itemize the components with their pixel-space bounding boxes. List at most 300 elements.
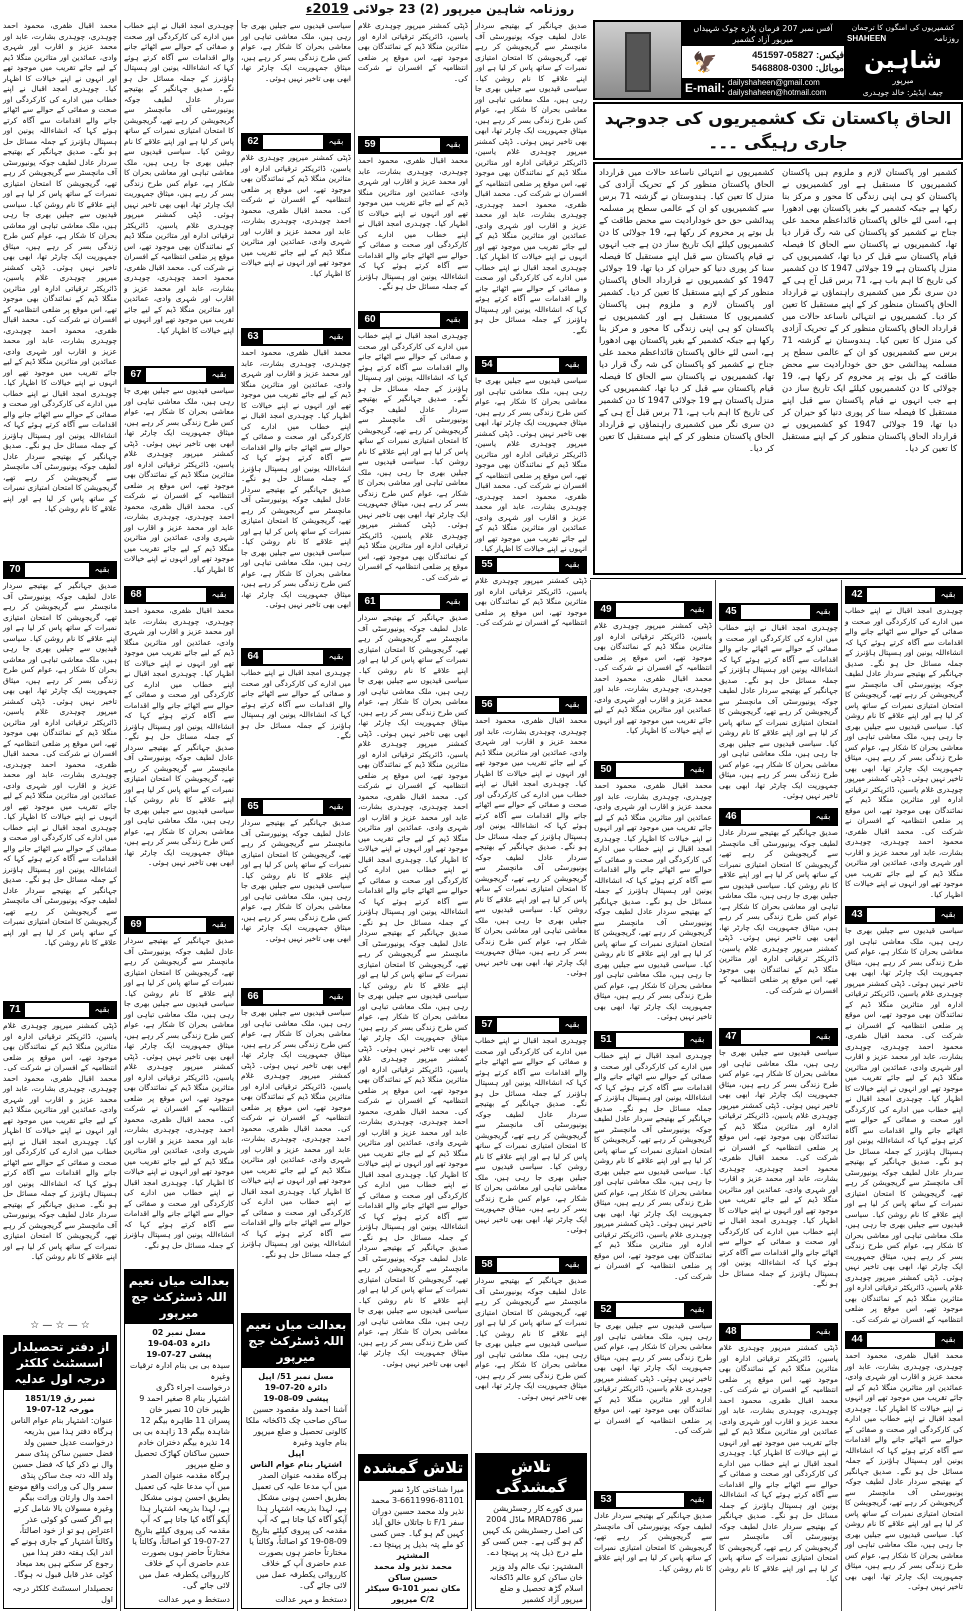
badge-label: بقیہ [211,920,227,930]
badge-label: بقیہ [689,605,705,615]
badge-label: بقیہ [211,590,227,600]
badge-number: 46 [725,811,737,822]
logo-city: میرپور [892,75,914,85]
paragraph: محمد اقبال ظفری، محمود احمد چوہدری، چوہدری بشارت، عابد اور محمد عزیز و اقارب اور شہری وادی، عمائدین اور متاثرین منگلا ڈیم کے لیے جائے تقریب میں موجود تھے اور انہوں نے اپنے خیالات کا اظہار کیا۔ [241,1123,351,1196]
paragraph: ڈپٹی کمشنر میرپور چوہدری غلام یاسین، ڈائریکٹر ترقیاتی ادارہ اور متاثرین منگلا ڈیم کے نمائندگان بھی موجود تھے، اس موقع پر ضلعی انتظامیہ کے افسران نے شرکت کی۔ [845,1272,963,1324]
article-text [716,1342,841,1611]
court-city: میرپور [276,1350,316,1364]
article-text [591,580,715,600]
paragraph: صدیق جہانگیر کے بھتیجے سردار عادل لطیف جوکہ یونیورسٹی آف مانچسٹر سے گریجویشن کر رہے تھے، گریجویشن کا امتحان امتیازی نمبرات کے ساتھ پاس کر لیا ہے اور اپنے علاقے کا نام روشن کیا۔ [3,875,117,947]
paragraph: صدیق جہانگیر کے بھتیجے سردار عادل لطیف جوکہ یونیورسٹی آف مانچسٹر سے گریجویشن کر رہے تھے، گریجویشن کا امتحان امتیازی نمبرات کے ساتھ پاس کر لیا ہے اور اپنے علاقے کا نام روشن کیا۔ [594,896,712,969]
paragraph: ڈپٹی کمشنر میرپور چوہدری غلام یاسین، ڈائریکٹر ترقیاتی ادارہ اور متاثرین منگلا ڈیم کے نمائندگان بھی موجود تھے، اس موقع پر ضلعی انتظامیہ کے افسران نے شرکت کی۔ [475,136,588,198]
continuation-badge [241,988,351,1006]
paragraph: سیاسی قیدیوں سے جیلیں بھری جا رہی ہیں، ملک معاشی تباہی اور معاشی بحران کا شکار ہے، عوام کس طرح زندگی بسر کر رہے ہیں، میثاق جمہوریت ایک چارٹر تھا، ابھی بھی تاخیر نہیں ہوئی۔ [358,991,468,1053]
court-notice-c [241,1313,351,1609]
fax-number: فیکس: 05827-451597 [752,50,844,61]
paragraph: چوہدری امجد اقبال نے اپنے خطاب میں ادارے کی کارکردگی اور صحت و صفائی کے حوالے سے اٹھائے جانے والے اقدامات سے آگاہ کرتے ہوئے کہا کہ انشاءاللہ یونین اور ہسپتال ہاؤنرز کے جملہ مسائل حل ہو نگے۔ [358,219,468,291]
paragraph: چوہدری امجد اقبال نے اپنے خطاب میں ادارے کی کارکردگی اور صحت و صفائی کے حوالے سے اٹھائے جانے والے اقدامات سے آگاہ کرتے ہوئے کہا کہ انشاءاللہ یونین اور ہسپتال ہاؤنرز کے جملہ مسائل حل ہو نگے۔ [3,1136,117,1209]
continuation-badge [358,311,468,329]
badge-number: 58 [481,1259,493,1270]
continuation-badge [241,133,351,151]
badge-number: 49 [600,604,612,615]
badge-label: بقیہ [689,1035,705,1045]
badge-blank [616,1033,684,1047]
paragraph: ڈپٹی کمشنر میرپور چوہدری غلام یاسین، ڈائریکٹر ترقیاتی ادارہ اور متاثرین منگلا ڈیم کے نمائندگان بھی موجود تھے، اس موقع پر ضلعی انتظامیہ کے افسران نے شرکت کی۔ [124,438,234,511]
badge-label: بقیہ [564,1020,580,1030]
ad-body: میری کورے کار رجسٹریشن نمبر MRAD786 ماڈل 2004 کی اصل رجسٹریشن بک کہیں گم ہو گئی ہے۔ جس کسی کو ملے درج ذیل پتہ پر پہنچا دے۔ [482,1504,583,1557]
badge-label: بقیہ [564,360,580,370]
article-text [355,330,471,592]
continuation-badge [241,798,351,816]
paragraph: چوہدری امجد اقبال نے اپنے خطاب میں ادارے کی کارکردگی اور صحت و صفائی کے حوالے سے اٹھائے جانے والے اقدامات سے آگاہ کرتے ہوئے کہا کہ انشاءاللہ یونین اور ہسپتال ہاؤنرز کے جملہ مسائل حل ہو نگے۔ [241,411,351,483]
court-signature: دستخط و مہر عدالت [275,1595,347,1604]
paragraph: ڈپٹی کمشنر میرپور چوہدری غلام یاسین، ڈائریکٹر ترقیاتی ادارہ اور متاثرین منگلا ڈیم کے نمائندگان بھی موجود تھے، اس موقع پر ضلعی انتظامیہ کے افسران نے شرکت کی۔ [124,210,234,272]
continuation-badge [845,1331,963,1349]
email-label: E-mail: [685,81,726,95]
paragraph: ڈپٹی کمشنر میرپور چوہدری غلام یاسین، ڈائریکٹر ترقیاتی ادارہ اور متاثرین منگلا ڈیم کے نمائندگان بھی موجود تھے، اس موقع پر ضلعی انتظامیہ کے افسران نے شرکت کی۔ [3,262,117,324]
article-text [238,20,354,132]
article-text [842,580,966,585]
paragraph: سیاسی قیدیوں سے جیلیں بھری جا رہی ہیں، ملک معاشی تباہی اور معاشی بحران کا شکار ہے، عوام کس طرح زندگی بسر کر رہے ہیں، میثاق جمہوریت ایک چارٹر تھا، ابھی بھی تاخیر نہیں ہوئی۔ [475,84,588,146]
continuation-badge [124,916,234,934]
continuation-badge [594,1301,712,1319]
article-text [716,622,841,807]
paragraph: محمد اقبال ظفری، محمود احمد چوہدری، چوہدری بشارت، عابد اور محمد عزیز و اقارب اور شہری وادی، عمائدین اور متاثرین منگلا ڈیم کے لیے جائے تقریب میں موجود تھے اور انہوں نے اپنے خیالات کا اظہار کیا۔ [124,606,235,678]
paragraph: سیاسی قیدیوں سے جیلیں بھری جا رہی ہیں، ملک معاشی تباہی اور معاشی بحران کا شکار ہے، عوام کس طرح زندگی بسر کر رہے ہیں، میثاق جمہوریت ایک چارٹر تھا، ابھی بھی تاخیر نہیں ہوئی۔ [124,805,234,867]
eagle-icon: 🦅 [692,50,718,74]
case-type: درخواست اجراء ڈگری [156,1383,230,1392]
paragraph: چوہدری امجد اقبال نے اپنے خطاب میں ادارے کی کارکردگی اور صحت و صفائی کے حوالے سے اٹھائے جانے والے اقدامات سے آگاہ کرتے ہوئے کہا کہ انشاءاللہ یونین اور ہسپتال ہاؤنرز کے جملہ مسائل حل ہو نگے۔ [594,1051,712,1113]
paragraph: صدیق جہانگیر کے بھتیجے سردار عادل لطیف جوکہ یونیورسٹی آف مانچسٹر سے گریجویشن کر رہے تھے، گریجویشن کا امتحان امتیازی نمبرات کے ساتھ پاس کر لیا ہے اور اپنے علاقے کا نام روشن کیا۔ [241,484,351,546]
paragraph: محمد اقبال ظفری، محمود احمد چوہدری، چوہدری بشارت، عابد اور محمد عزیز و اقارب اور شہری وادی، عمائدین اور متاثرین منگلا ڈیم کے لیے جائے تقریب میں موجود تھے اور انہوں نے اپنے خیالات کا اظہار کیا۔ [845,1031,963,1103]
paragraph: سیاسی قیدیوں سے جیلیں بھری جا رہی ہیں، ملک معاشی تباہی اور معاشی بحران کا شکار ہے، عوام کس طرح زندگی بسر کر رہے ہیں، میثاق جمہوریت ایک چارٹر تھا، ابھی بھی تاخیر نہیں ہوئی۔ [241,21,351,83]
article-text [716,580,841,602]
badge-number: 65 [247,801,259,812]
badge-blank [616,1493,684,1507]
paragraph: چوہدری امجد اقبال نے اپنے خطاب میں ادارے کی کارکردگی اور صحت و صفائی کے حوالے سے اٹھائے جانے والے اقدامات سے آگاہ کرتے ہوئے کہا کہ انشاءاللہ یونین اور ہسپتال ہاؤنرز کے جملہ مسائل حل ہو نگے۔ [124,669,234,741]
continuation-badge [3,1001,117,1019]
badge-label: بقیہ [445,597,461,607]
badge-blank [146,918,206,932]
paragraph: چوہدری امجد اقبال نے اپنے خطاب میں ادارے کی کارکردگی اور صحت و صفائی کے حوالے سے اٹھائے جانے والے اقدامات سے آگاہ کرتے ہوئے کہا کہ انشاءاللہ یونین اور ہسپتال ہاؤنرز کے جملہ مسائل حل ہو نگے۔ [241,668,351,740]
paragraph: صدیق جہانگیر کے بھتیجے سردار عادل لطیف جوکہ یونیورسٹی آف مانچسٹر سے گریجویشن کر رہے تھے، گریجویشن کا امتحان امتیازی نمبرات کے ساتھ پاس کر لیا ہے اور اپنے علاقے کا نام روشن کیا۔ [3,1199,117,1261]
paragraph: صدیق جہانگیر کے بھتیجے سردار عادل لطیف جوکہ یونیورسٹی آف مانچسٹر سے گریجویشن کر رہے تھے، گریجویشن کا امتحان امتیازی نمبرات کے ساتھ پاس کر لیا ہے اور اپنے علاقے کا نام روشن کیا۔ [845,1157,963,1219]
paragraph: چوہدری امجد اقبال نے اپنے خطاب میں ادارے کی کارکردگی اور صحت و صفائی کے حوالے سے اٹھائے جانے والے اقدامات سے آگاہ کرتے ہوئے کہا کہ انشاءاللہ یونین اور ہسپتال ہاؤنرز کے جملہ مسائل حل ہو نگے۔ [124,21,234,93]
paragraph: صدیق جہانگیر کے بھتیجے سردار عادل لطیف جوکہ یونیورسٹی آف مانچسٹر سے گریجویشن کر رہے تھے، گریجویشن کا امتحان امتیازی نمبرات کے ساتھ پاس کر لیا ہے اور اپنے علاقے کا نام روشن کیا۔ [358,613,468,675]
paragraph: سیاسی قیدیوں سے جیلیں بھری جا رہی ہیں، ملک معاشی تباہی اور معاشی بحران کا شکار ہے، عوام کس طرح زندگی بسر کر رہے ہیں، میثاق جمہوریت ایک چارٹر تھا، ابھی بھی تاخیر نہیں ہوئی۔ [475,376,588,438]
notice-addressees: اشتہار بنام 8 صغیر احمد 9 ظہیر خان 10 نصیر خان پسران 11 طاہرہ بیگم 12 شاہدہ بیگم 13 زاہدہ بی بی 14 نذیرہ بیگم دختران خادم حسین ساکنان کھاڑک تحصیل و ضلع میرپور [132,1394,230,1469]
badge-blank [741,1030,810,1044]
article-text [716,1047,841,1322]
paragraph: ڈپٹی کمشنر میرپور چوہدری غلام یاسین، ڈائریکٹر ترقیاتی ادارہ اور متاثرین منگلا ڈیم کے نمائندگان بھی موجود تھے، اس موقع پر ضلعی انتظامیہ کے افسران نے شرکت کی۔ [124,1051,234,1124]
paragraph: چوہدری امجد اقبال نے اپنے خطاب میں ادارے کی کارکردگی اور صحت و صفائی کے حوالے سے اٹھائے جانے والے اقدامات سے آگاہ کرتے ہوئے کہا کہ انشاءاللہ یونین اور ہسپتال ہاؤنرز کے جملہ مسائل حل ہو نگے۔ [3,822,117,884]
paragraph: محمد اقبال ظفری، محمود احمد چوہدری، چوہدری بشارت، عابد اور محمد عزیز و اقارب اور شہری وادی، عمائدین اور متاثرین منگلا ڈیم کے لیے جائے تقریب میں موجود تھے اور انہوں نے اپنے خیالات کا اظہار کیا۔ [845,826,963,899]
paragraph: سیاسی قیدیوں سے جیلیں بھری جا رہی ہیں، ملک معاشی تباہی اور معاشی بحران کا شکار ہے، عوام کس طرح زندگی بسر کر رہے ہیں، میثاق جمہوریت ایک چارٹر تھا، ابھی بھی تاخیر نہیں ہوئی۔ [719,738,838,800]
article-text [238,667,354,797]
badge-label: بقیہ [211,370,227,380]
badge-label: بقیہ [445,315,461,325]
paragraph: سیاسی قیدیوں سے جیلیں بھری جا رہی ہیں، ملک معاشی تباہی اور معاشی بحران کا شکار ہے، عوام کس طرح زندگی بسر کر رہے ہیں، میثاق جمہوریت ایک چارٹر تھا، ابھی بھی تاخیر نہیں ہوئی۔ [475,1162,587,1234]
article-text [238,817,354,987]
ad-title: تلاش گمشدگی [476,1454,586,1500]
badge-label: بقیہ [815,812,831,822]
article-text [591,620,715,760]
court-title: بعدالت میاں نعیم اللہ ڈسٹرکٹ جج [245,1318,347,1348]
paragraph: چوہدری امجد اقبال نے اپنے خطاب میں ادارے کی کارکردگی اور صحت و صفائی کے حوالے سے اٹھائے جانے والے اقدامات سے آگاہ کرتے ہوئے کہا کہ انشاءاللہ یونین اور ہسپتال ہاؤنرز کے جملہ مسائل حل ہو نگے۔ [241,1186,351,1259]
article-text [472,715,590,1015]
column-g [715,580,841,1611]
paragraph: ڈپٹی کمشنر میرپور چوہدری غلام یاسین، ڈائریکٹر ترقیاتی ادارہ اور متاثرین منگلا ڈیم کے نمائندگان بھی موجود تھے، اس موقع پر ضلعی انتظامیہ کے افسران نے شرکت کی۔ [241,153,351,215]
paragraph: چوہدری امجد اقبال نے اپنے خطاب میں ادارے کی کارکردگی اور صحت و صفائی کے حوالے سے اٹھائے جانے والے اقدامات سے آگاہ کرتے ہوئے کہا کہ انشاءاللہ یونین اور ہسپتال ہاؤنرز کے جملہ مسائل حل ہو نگے۔ [358,331,468,403]
paragraph: کشمیریوں نے انتہائی ناساعد حالات میں قرارداد الحاق پاکستان منظور کر کے تحریک آزادی کی منزل کا تعین کیا۔ ہندوستان نے گزشتہ 71 برس سے کشمیریوں کو ان کے عالمی سطح پر مسلمہ پیدائشی حق حق خودارادیت سے محض طاقت کے بل بوتے پر محروم کر رکھا ہے، 19 جولائی کا دن کشمیریوں کیلئے ایک تاریخ ساز دن ہے جب انہوں نے قیام پاکستان سے قبل اپنے مستقبل کا فیصلہ سنا کر پوری دنیا کو حیران کر دیا تھا، 19 جولائی 1947 کو کشمیریوں نے قرارداد الحاق پاکستان منظور کر کے اپنے مستقبل کا تعین کر دیا۔ [599,168,775,298]
article-text [121,385,237,585]
badge-number: 47 [725,1031,737,1042]
paragraph: محمد اقبال ظفری، محمود احمد چوہدری، چوہدری بشارت، عابد اور محمد عزیز و اقارب اور شہری وادی، عمائدین اور متاثرین منگلا ڈیم کے لیے جائے تقریب میں موجود تھے اور انہوں نے اپنے خیالات کا اظہار کیا۔ [3,749,117,821]
paragraph: ڈپٹی کمشنر میرپور چوہدری غلام یاسین، ڈائریکٹر ترقیاتی ادارہ اور متاثرین منگلا ڈیم کے نمائندگان بھی موجود تھے، اس موقع پر ضلعی انتظامیہ کے افسران نے شرکت کی۔ [3,696,117,758]
advertiser-address: مکان نمبر 101-G سیکٹر C/2 میرپور [365,1584,461,1604]
badge-number: 63 [247,331,259,342]
paragraph: محمد اقبال ظفری، محمود احمد چوہدری، چوہدری بشارت، عابد اور محمد عزیز و اقارب اور شہری وادی، عمائدین اور متاثرین منگلا ڈیم کے لیے جائے تقریب میں موجود تھے اور انہوں نے اپنے خیالات کا اظہار کیا۔ [3,21,117,93]
section-divider [590,578,966,579]
badge-blank [867,1333,935,1347]
paragraph: سیاسی قیدیوں سے جیلیں بھری جا رہی ہیں، ملک معاشی تباہی اور معاشی بحران کا شکار ہے، عوام کس طرح زندگی بسر کر رہے ہیں، میثاق جمہوریت ایک چارٹر تھا، ابھی بھی تاخیر نہیں ہوئی۔ [3,199,117,272]
paragraph: چوہدری امجد اقبال نے اپنے خطاب میں ادارے کی کارکردگی اور صحت و صفائی کے حوالے سے اٹھائے جانے والے اقدامات سے آگاہ کرتے ہوئے کہا کہ انشاءاللہ یونین اور ہسپتال ہاؤنرز کے جملہ مسائل حل ہو نگے۔ [124,1177,234,1250]
badge-number: 55 [481,559,493,570]
court-signature: دستخط و مہر عدالت [158,1595,230,1604]
email-bar [682,78,844,98]
ad-title: از دفتر تحصیلدار اسسٹنٹ کلکٹر درجہ اول عدلیہ [4,1336,116,1390]
continuation-badge [241,648,351,666]
paragraph: صدیق جہانگیر کے بھتیجے سردار عادل لطیف جوکہ یونیورسٹی آف مانچسٹر سے گریجویشن کر رہے تھے، گریجویشن کا امتحان امتیازی نمبرات کے ساتھ پاس کر لیا ہے اور اپنے علاقے کا نام روشن کیا۔ [475,842,587,914]
badge-number: 57 [481,1019,493,1030]
paragraph: چوہدری امجد اقبال نے اپنے خطاب میں ادارے کی کارکردگی اور صحت و صفائی کے حوالے سے اٹھائے جانے والے اقدامات سے آگاہ کرتے ہوئے کہا کہ انشاءاللہ یونین اور ہسپتال ہاؤنرز کے جملہ مسائل حل ہو نگے۔ [845,1403,964,1476]
continuation-badge [594,601,712,619]
ad-body: ہرگاہ دفتر ہذا میں بذریعہ درخواست عدیل حسین ولد فضل حسین ساکن پنڈی سمر وال نے ذکر کیا کہ فضل حسین ولد اللہ دتہ جٹ ساکن پنڈی سمر وال کی وراثت واقع موضع احمد وال وارثان وراثت بیگم وغیرہ مسولان بالا شامل کرتے ہے اگر کسی کو کوئی عذر اعتراض ہو تو از خود اصالتاً، وکالتاً اشتہار کے جاری ہونے کے اندر ایک ہفتہ دفتر ہذا میں رجوع کر سکتے ہیں بعد میعاد کوئی عذر قابل قبول نہ ہوگا۔ [8,1427,113,1579]
badge-blank [263,990,323,1004]
continuation-badge [475,1256,587,1274]
paragraph: چوہدری امجد اقبال نے اپنے خطاب میں ادارے کی کارکردگی اور صحت و صفائی کے حوالے سے اٹھائے جانے والے اقدامات سے آگاہ کرتے ہوئے کہا کہ انشاءاللہ یونین اور ہسپتال ہاؤنرز کے جملہ مسائل حل ہو نگے۔ [719,1216,838,1288]
badge-label: بقیہ [815,1032,831,1042]
column-e [471,20,590,1611]
badge-blank [616,1303,684,1317]
paragraph: محمد اقبال ظفری، محمود احمد چوہدری، چوہدری بشارت، عابد اور محمد عزیز و اقارب اور شہری وادی، عمائدین اور متاثرین منگلا ڈیم کے لیے جائے تقریب میں موجود تھے اور انہوں نے اپنے خیالات کا اظہار کیا۔ [358,156,469,228]
logo-title: شاہین [863,46,943,74]
article-text [121,935,237,1267]
badge-blank [741,810,810,824]
badge-number: 42 [851,589,863,600]
paragraph: صدیق جہانگیر کے بھتیجے سردار عادل لطیف جوکہ یونیورسٹی آف مانچسٹر سے گریجویشن کر رہے تھے، گریجویشن کا امتحان امتیازی نمبرات کے ساتھ پاس کر لیا ہے اور اپنے علاقے کا نام روشن کیا۔ [3,441,117,513]
badge-number: 48 [725,1326,737,1337]
badge-number: 62 [247,136,259,147]
paragraph: صدیق جہانگیر کے بھتیجے سردار عادل لطیف جوکہ یونیورسٹی آف مانچسٹر سے گریجویشن کر رہے تھے، گریجویشن کا امتحان امتیازی نمبرات کے ساتھ پاس کر لیا ہے اور اپنے علاقے کا نام روشن کیا۔ [358,928,468,990]
badge-label: بقیہ [689,1305,705,1315]
badge-blank [616,763,684,777]
advertiser-name: محمد نذیر ولد محمد حسین ساکن [374,1562,452,1582]
paragraph: سیاسی قیدیوں سے جیلیں بھری جا رہی ہیں، ملک معاشی تباہی اور معاشی بحران کا شکار ہے، عوام کس طرح زندگی بسر کر رہے ہیں، میثاق جمہوریت ایک چارٹر تھا، ابھی بھی تاخیر نہیں ہوئی۔ [358,1306,468,1368]
paragraph: صدیق جہانگیر کے بھتیجے سردار عادل لطیف جوکہ یونیورسٹی آف مانچسٹر سے گریجویشن کر رہے تھے، گریجویشن کا امتحان امتیازی نمبرات کے ساتھ پاس کر لیا ہے اور اپنے علاقے کا نام روشن کیا۔ [475,1276,587,1338]
paragraph: سیاسی قیدیوں سے جیلیں بھری جا رہی ہیں، ملک معاشی تباہی اور معاشی بحران کا شکار ہے، عوام کس طرح زندگی بسر کر رہے ہیں، میثاق جمہوریت ایک چارٹر تھا، ابھی بھی تاخیر نہیں ہوئی۔ [594,1321,712,1383]
court-city: میرپور [159,1306,199,1320]
paragraph: صدیق جہانگیر کے بھتیجے سردار عادل لطیف جوکہ یونیورسٹی آف مانچسٹر سے گریجویشن کر رہے تھے، گریجویشن کا امتحان امتیازی نمبرات کے ساتھ پاس کر لیا ہے اور اپنے علاقے کا نام روشن کیا۔ [358,394,468,466]
badge-blank [497,1258,559,1272]
continuation-badge [594,1491,712,1509]
badge-label: بقیہ [940,910,956,920]
badge-number: 68 [130,589,142,600]
paragraph: سیاسی قیدیوں سے جیلیں بھری جا رہی ہیں، ملک معاشی تباہی اور معاشی بحران کا شکار ہے، عوام کس طرح زندگی بسر کر رہے ہیں، میثاق جمہوریت ایک چارٹر تھا، ابھی بھی تاخیر نہیں ہوئی۔ [845,721,963,783]
badge-blank [741,1325,810,1339]
paragraph: محمد اقبال ظفری، محمود احمد چوہدری، چوہدری بشارت، عابد اور محمد عزیز و اقارب اور شہری وادی، عمائدین اور متاثرین منگلا ڈیم کے لیے جائے تقریب میں موجود تھے اور انہوں نے اپنے خیالات کا اظہار کیا۔ [475,716,587,788]
continuation-badge [475,356,587,374]
logo-tagline: کشمیریوں کی امنگوں کا ترجمان [851,23,955,32]
chief-editor: چیف ایڈیٹر: خالد چوہدری [862,87,944,97]
paragraph: چوہدری امجد اقبال نے اپنے خطاب میں ادارے کی کارکردگی اور صحت و صفائی کے حوالے سے اٹھائے جانے والے اقدامات سے آگاہ کرتے ہوئے کہا کہ انشاءاللہ یونین اور ہسپتال ہاؤنرز کے جملہ مسائل حل ہو نگے۔ [3,388,117,450]
paragraph: ڈپٹی کمشنر میرپور چوہدری غلام یاسین، ڈائریکٹر ترقیاتی ادارہ اور متاثرین منگلا ڈیم کے نمائندگان بھی موجود تھے، اس موقع پر ضلعی انتظامیہ کے افسران نے شرکت کی۔ [719,933,838,995]
article-text [472,1275,590,1451]
badge-number: 60 [364,314,376,325]
email-gmail[interactable]: dailyshaheen@gmail.com [728,78,820,87]
badge-blank [497,558,559,572]
paragraph: کشمیریوں نے انتہائی ناساعد حالات میں قرارداد الحاق پاکستان منظور کر کے تحریک آزادی کی منزل کا تعین کیا۔ ہندوستان نے گزشتہ 71 برس سے کشمیریوں کو ان کے عالمی سطح پر مسلمہ پیدائشی حق حق خودارادیت سے محض طاقت کے بل بوتے پر محروم کر رکھا ہے، 19 جولائی کا دن کشمیریوں کیلئے ایک تاریخ ساز دن ہے جب انہوں نے قیام پاکستان سے قبل اپنے مستقبل کا فیصلہ سنا کر پوری دنیا کو حیران کر دیا تھا، 19 جولائی 1947 کو کشمیریوں نے قرارداد الحاق پاکستان منظور کر کے اپنے مستقبل کا تعین کر دیا۔ [782,312,957,454]
article-text [238,347,354,647]
paragraph: سیاسی قیدیوں سے جیلیں بھری جا رہی ہیں، ملک معاشی تباہی اور معاشی بحران کا شکار ہے، عوام کس طرح زندگی بسر کر رہے ہیں، میثاق جمہوریت ایک چارٹر تھا، ابھی بھی تاخیر نہیں ہوئی۔ [124,147,234,219]
paragraph: ڈپٹی کمشنر میرپور چوہدری غلام یاسین، ڈائریکٹر ترقیاتی ادارہ اور متاثرین منگلا ڈیم کے نمائندگان بھی موجود تھے، اس موقع پر ضلعی انتظامیہ کے افسران نے شرکت کی۔ [3,1021,117,1072]
article-text [238,152,354,327]
article-text [355,155,471,310]
badge-blank [25,563,89,577]
article-text [121,20,237,365]
paragraph: چوہدری امجد اقبال نے اپنے خطاب میں ادارے کی کارکردگی اور صحت و صفائی کے حوالے سے اٹھائے جانے والے اقدامات سے آگاہ کرتے ہوئے کہا کہ انشاءاللہ یونین اور ہسپتال ہاؤنرز کے جملہ مسائل حل ہو نگے۔ [475,262,587,335]
continuation-badge [719,603,838,621]
paragraph: محمد اقبال ظفری، محمود احمد چوہدری، چوہدری بشارت، عابد اور محمد عزیز و اقارب اور شہری وادی، عمائدین اور متاثرین منگلا ڈیم کے لیے جائے تقریب میں موجود تھے اور انہوں نے اپنے خیالات کا اظہار کیا۔ [475,189,587,261]
paragraph: صدیق جہانگیر کے بھتیجے سردار عادل لطیف جوکہ یونیورسٹی آف مانچسٹر سے گریجویشن کر رہے تھے، گریجویشن کا امتحان امتیازی نمبرات کے ساتھ پاس کر لیا ہے اور اپنے علاقے کا نام روشن کیا۔ [124,936,234,998]
paragraph: محمد اقبال ظفری، محمود احمد چوہدری، چوہدری بشارت، عابد اور محمد عزیز و اقارب اور شہری وادی، عمائدین اور متاثرین منگلا ڈیم کے لیے جائے تقریب میں موجود تھے اور انہوں نے اپنے خیالات کا اظہار کیا۔ [124,262,234,335]
column-h [841,580,966,1611]
continuation-badge [241,328,351,346]
paragraph: محمد اقبال ظفری، محمود احمد چوہدری، چوہدری بشارت، عابد اور محمد عزیز و اقارب اور شہری وادی، عمائدین اور متاثرین منگلا ڈیم کے لیے جائے تقریب میں موجود تھے اور انہوں نے اپنے خیالات کا اظہار کیا۔ [358,1106,468,1179]
badge-number: 64 [247,651,259,662]
tehsildar-notice [3,1335,117,1609]
badge-label: بقیہ [94,565,110,575]
lead-column-right [778,164,961,573]
paragraph: سیاسی قیدیوں سے جیلیں بھری جا رہی ہیں، ملک معاشی تباہی اور معاشی بحران کا شکار ہے، عوام کس طرح زندگی بسر کر رہے ہیں، میثاق جمہوریت ایک چارٹر تھا، ابھی بھی تاخیر نہیں ہوئی۔ [719,880,838,942]
badge-number: 66 [247,991,259,1002]
badge-blank [380,313,440,327]
badge-label: بقیہ [689,1495,705,1505]
lead-column-left [595,164,778,573]
badge-label: بقیہ [328,992,344,1002]
tower-image [625,32,651,92]
article-text [472,20,590,355]
badge-number: 52 [600,1304,612,1315]
paragraph: صدیق جہانگیر کے بھتیجے سردار عادل لطیف جوکہ یونیورسٹی آف مانچسٹر سے گریجویشن کر رہے تھے، گریجویشن کا امتحان امتیازی نمبرات کے ساتھ پاس کر لیا ہے اور اپنے علاقے کا نام روشن کیا۔ [719,675,838,748]
paragraph: صدیق جہانگیر کے بھتیجے سردار عادل لطیف جوکہ یونیورسٹی آف مانچسٹر سے گریجویشن کر رہے تھے، گریجویشن کا امتحان امتیازی نمبرات کے ساتھ پاس کر لیا ہے اور اپنے علاقے کا نام روشن کیا۔ [845,1466,963,1539]
column-a [0,20,120,1611]
badge-blank [263,135,323,149]
front-feature-block [593,20,963,575]
main-headline: الحاق پاکستان تک کشمیریوں کی جدوجہد جاری رہیگی ۔۔۔ [593,102,963,160]
filed-date: دائرہ 03-04-19 [147,1339,211,1348]
paragraph: صدیق جہانگیر کے بھتیجے سردار عادل لطیف جوکہ یونیورسٹی آف مانچسٹر سے گریجویشن کر رہے تھے، گریجویشن کا امتحان امتیازی نمبرات کے ساتھ پاس کر لیا ہے اور اپنے علاقے کا نام روشن کیا۔ [124,84,234,156]
article-text [842,605,966,905]
lead-story [593,162,963,575]
paragraph: محمد اقبال ظفری، محمود احمد چوہدری، چوہدری بشارت، عابد اور محمد عزیز و اقارب اور شہری وادی، عمائدین اور متاثرین منگلا ڈیم کے لیے جائے تقریب میں موجود تھے اور انہوں نے اپنے خیالات کا اظہار کیا۔ [594,781,712,843]
badge-label: بقیہ [328,802,344,812]
paragraph: محمد اقبال ظفری، محمود احمد چوہدری، چوہدری بشارت، عابد اور محمد عزیز و اقارب اور شہری وادی، عمائدین اور متاثرین منگلا ڈیم کے لیے جائے تقریب میں موجود تھے اور انہوں نے اپنے خیالات کا اظہار کیا۔ [3,315,117,387]
paragraph: چوہدری امجد اقبال نے اپنے خطاب میں ادارے کی کارکردگی اور صحت و صفائی کے حوالے سے اٹھائے جانے والے اقدامات سے آگاہ کرتے ہوئے کہا کہ انشاءاللہ یونین اور ہسپتال ہاؤنرز کے جملہ مسائل حل ہو نگے۔ [594,833,713,906]
article-text [716,827,841,1027]
paragraph: چوہدری امجد اقبال نے اپنے خطاب میں ادارے کی کارکردگی اور صحت و صفائی کے حوالے سے اٹھائے جانے والے اقدامات سے آگاہ کرتے ہوئے کہا کہ انشاءاللہ یونین اور ہسپتال ہاؤنرز کے جملہ مسائل حل ہو نگے۔ [719,623,838,685]
advertiser: المشتہر: نیک عالم ولد وزیر خان ساکن کرو عالم ڈاکخانہ اسلام گڑھ تحصیل و ضلع میرپور آزاد کشمیر [489,1562,583,1604]
badge-label: بقیہ [328,332,344,342]
continuation-badge [845,586,963,604]
dateline-month: جولائی [352,2,395,16]
paragraph: ڈپٹی کمشنر میرپور چوہدری غلام یاسین، ڈائریکٹر ترقیاتی ادارہ اور متاثرین منگلا ڈیم کے نمائندگان بھی موجود تھے، اس موقع پر ضلعی انتظامیہ کے افسران نے شرکت کی۔ [845,978,964,1040]
paragraph: سیاسی قیدیوں سے جیلیں بھری جا رہی ہیں، ملک معاشی تباہی اور معاشی بحران کا شکار ہے، عوام کس طرح زندگی بسر کر رہے ہیں، میثاق جمہوریت ایک چارٹر تھا، ابھی بھی تاخیر نہیں ہوئی۔ [358,676,468,738]
paragraph: سیاسی قیدیوں سے جیلیں بھری جا رہی ہیں، ملک معاشی تباہی اور معاشی بحران کا شکار ہے، عوام کس طرح زندگی بسر کر رہے ہیں، میثاق جمہوریت ایک چارٹر تھا، ابھی بھی تاخیر نہیں ہوئی۔ [475,905,587,977]
article-text [842,925,966,1330]
paragraph: ڈپٹی کمشنر میرپور چوہدری غلام یاسین، ڈائریکٹر ترقیاتی ادارہ اور متاثرین منگلا ڈیم کے نمائندگان بھی موجود تھے، اس موقع پر ضلعی انتظامیہ کے افسران نے شرکت کی۔ [845,774,964,836]
email-hotmail[interactable]: dailyshaheen@hotmail.com [728,88,827,97]
badge-number: 43 [851,909,863,920]
case-type: اپیل [287,1449,305,1458]
badge-number: 51 [600,1034,612,1045]
paragraph: صدیق جہانگیر کے بھتیجے سردار عادل لطیف جوکہ یونیورسٹی آف مانچسٹر سے گریجویشن کر رہے تھے، گریجویشن کا امتحان امتیازی نمبرات کے ساتھ پاس کر لیا ہے اور اپنے علاقے کا نام روشن کیا۔ [3,581,117,643]
continuation-badge [475,1016,587,1034]
badge-number: 69 [130,919,142,930]
badge-number: 70 [9,564,21,575]
paragraph: سیاسی قیدیوں سے جیلیں بھری جا رہی ہیں، ملک معاشی تباہی اور معاشی بحران کا شکار ہے، عوام کس طرح زندگی بسر کر رہے ہیں، میثاق جمہوریت ایک چارٹر تھا، ابھی بھی تاخیر نہیں ہوئی۔ [3,633,117,706]
paragraph: چوہدری امجد اقبال نے اپنے خطاب میں ادارے کی کارکردگی اور صحت و صفائی کے حوالے سے اٹھائے جانے والے اقدامات سے آگاہ کرتے ہوئے کہا کہ انشاءاللہ یونین اور ہسپتال ہاؤنرز کے جملہ مسائل حل ہو نگے۔ [475,779,587,851]
continuation-badge [719,808,838,826]
paragraph: چوہدری امجد اقبال نے اپنے خطاب میں ادارے کی کارکردگی اور صحت و صفائی کے حوالے سے اٹھائے جانے والے اقدامات سے آگاہ کرتے ہوئے کہا کہ انشاءاللہ یونین اور ہسپتال ہاؤنرز کے جملہ مسائل حل ہو نگے۔ [845,606,963,668]
paragraph: صدیق جہانگیر کے بھتیجے سردار عادل لطیف جوکہ یونیورسٹی آف مانچسٹر سے گریجویشن کر رہے تھے، گریجویشن کا امتحان امتیازی نمبرات کے ساتھ پاس کر لیا ہے اور اپنے علاقے کا نام روشن کیا۔ [845,658,963,731]
paragraph: ڈپٹی کمشنر میرپور چوہدری غلام یاسین، ڈائریکٹر ترقیاتی ادارہ اور متاثرین منگلا ڈیم کے نمائندگان بھی موجود تھے، اس موقع پر ضلعی انتظامیہ کے افسران نے شرکت کی۔ [475,576,587,627]
badge-blank [263,330,323,344]
continuation-badge [594,1031,712,1049]
badge-number: 61 [364,596,376,607]
continuation-badge [845,906,963,924]
paragraph: سیاسی قیدیوں سے جیلیں بھری جا رہی ہیں، ملک معاشی تباہی اور معاشی بحران کا شکار ہے، عوام کس طرح زندگی بسر کر رہے ہیں، میثاق جمہوریت ایک چارٹر تھا، ابھی بھی تاخیر نہیں ہوئی۔ [594,1166,712,1228]
badge-blank [497,358,559,372]
badge-label: بقیہ [328,652,344,662]
continuation-badge [594,761,712,779]
paragraph: ڈپٹی کمشنر میرپور چوہدری غلام یاسین، ڈائریکٹر ترقیاتی ادارہ اور متاثرین منگلا ڈیم کے نمائندگان بھی موجود تھے، اس موقع پر ضلعی انتظامیہ کے افسران نے شرکت کی۔ [594,621,712,672]
badge-blank [380,595,440,609]
column-b [120,20,237,1611]
article-text [472,375,590,555]
paragraph: ڈپٹی کمشنر میرپور چوہدری غلام یاسین، ڈائریکٹر ترقیاتی ادارہ اور متاثرین منگلا ڈیم کے نمائندگان بھی موجود تھے، اس موقع پر ضلعی انتظامیہ کے افسران نے شرکت کی۔ [358,1043,468,1116]
paragraph: صدیق جہانگیر کے بھتیجے سردار عادل لطیف جوکہ یونیورسٹی آف مانچسٹر سے گریجویشن کر رہے تھے، گریجویشن کا امتحان امتیازی نمبرات کے ساتھ پاس کر لیا ہے اور اپنے علاقے کا نام روشن کیا۔ [475,21,587,83]
paragraph: ڈپٹی کمشنر میرپور چوہدری غلام یاسین، ڈائریکٹر ترقیاتی ادارہ اور متاثرین منگلا ڈیم کے نمائندگان بھی موجود تھے، اس موقع پر ضلعی انتظامیہ کے افسران نے شرکت کی۔ [358,520,468,582]
court-notice-b [124,1269,234,1609]
case-parties: سیدہ بی بی بنام ادارہ ترقیات وغیرہ [130,1361,230,1381]
badge-number: 45 [725,606,737,617]
badge-number: 50 [600,764,612,775]
paragraph: محمد اقبال ظفری، محمود احمد چوہدری، چوہدری بشارت، عابد اور محمد عزیز و اقارب اور شہری وادی، عمائدین اور متاثرین منگلا ڈیم کے لیے جائے تقریب میں موجود تھے اور انہوں نے اپنے خیالات کا اظہار کیا۔ [719,1153,839,1225]
article-text [0,20,120,560]
badge-blank [263,650,323,664]
badge-number: 54 [481,359,493,370]
paragraph: چوہدری امجد اقبال نے اپنے خطاب میں ادارے کی کارکردگی اور صحت و صفائی کے حوالے سے اٹھائے جانے والے اقدامات سے آگاہ کرتے ہوئے کہا کہ انشاءاللہ یونین اور ہسپتال ہاؤنرز کے جملہ مسائل حل ہو نگے۔ [845,1094,963,1166]
paragraph: ڈپٹی کمشنر میرپور چوہدری غلام یاسین، ڈائریکٹر ترقیاتی ادارہ اور متاثرین منگلا ڈیم کے نمائندگان بھی موجود تھے، اس موقع پر ضلعی انتظامیہ کے افسران نے شرکت کی۔ [475,428,588,490]
badge-label: بقیہ [328,137,344,147]
paragraph: محمد اقبال ظفری، محمود احمد چوہدری، چوہدری بشارت، عابد اور محمد عزیز و اقارب اور شہری وادی، عمائدین اور متاثرین منگلا ڈیم کے لیے جائے تقریب میں موجود تھے اور انہوں نے اپنے خیالات کا اظہار کیا۔ [241,205,351,278]
mobile-number: موبائل: 0300-5468808 [751,63,844,74]
paragraph: چوہدری امجد اقبال نے اپنے خطاب میں ادارے کی کارکردگی اور صحت و صفائی کے حوالے سے اٹھائے جانے والے اقدامات سے آگاہ کرتے ہوئے کہا کہ انشاءاللہ یونین اور ہسپتال ہاؤنرز کے جملہ مسائل حل ہو نگے۔ [358,854,468,927]
ad-body: میرا شناختی کارڈ نمبر 81101-6611996-3 محمد نذیر ولد محمد حسین دوران سفر F/1 تا جاتلاں خالق آباد کہیں گم ہو گیا۔ جس کسی کو ملے پتہ بذیل پر پہنچا دے۔ [368,1485,464,1549]
column-c [237,20,354,1611]
case-parties: آشنا احمد ولد مقصود حسین ساکن صاحب چک ڈاکخانہ ملکا کالونی تحصیل و ضلع میرپور بنام جاوید وغیرہ [245,1405,347,1447]
paragraph: ڈپٹی کمشنر میرپور چوہدری غلام یاسین، ڈائریکٹر ترقیاتی ادارہ اور متاثرین منگلا ڈیم کے نمائندگان بھی موجود تھے، اس موقع پر ضلعی انتظامیہ کے افسران نے شرکت کی۔ [241,1060,351,1133]
monument-photo [595,22,682,98]
paragraph: چوہدری امجد اقبال نے اپنے خطاب میں ادارے کی کارکردگی اور صحت و صفائی کے حوالے سے اٹھائے جانے والے اقدامات سے آگاہ کرتے ہوئے کہا کہ انشاءاللہ یونین اور ہسپتال ہاؤنرز کے جملہ مسائل حل ہو نگے۔ [719,1448,838,1520]
paragraph: سیاسی قیدیوں سے جیلیں بھری جا رہی ہیں، ملک معاشی تباہی اور معاشی بحران کا شکار ہے، عوام کس طرح زندگی بسر کر رہے ہیں، میثاق جمہوریت ایک چارٹر تھا، ابھی بھی تاخیر نہیں ہوئی۔ [845,1209,963,1282]
paragraph: ڈپٹی کمشنر میرپور چوہدری غلام یاسین، ڈائریکٹر ترقیاتی ادارہ اور متاثرین منگلا ڈیم کے نمائندگان بھی موجود تھے، اس موقع پر ضلعی انتظامیہ کے افسران نے شرکت کی۔ [594,1219,712,1281]
article-text [472,1035,590,1255]
court-title: بعدالت میاں نعیم اللہ ڈسٹرکٹ جج [128,1274,230,1304]
paragraph: محمد اقبال ظفری، محمود احمد چوہدری، چوہدری بشارت، عابد اور محمد عزیز و اقارب اور شہری وادی، عمائدین اور متاثرین منگلا ڈیم کے لیے جائے تقریب میں موجود تھے اور انہوں نے اپنے خیالات کا اظہار کیا۔ [845,1351,963,1413]
continuation-badge [719,1323,838,1341]
paragraph: سیاسی قیدیوں سے جیلیں بھری جا رہی ہیں، ملک معاشی تباہی اور معاشی بحران کا شکار ہے، عوام کس طرح زندگی بسر کر رہے ہیں، میثاق جمہوریت ایک چارٹر تھا، ابھی بھی تاخیر نہیں ہوئی۔ [241,881,351,943]
continuation-badge [124,586,234,604]
paragraph: محمد اقبال ظفری، محمود احمد چوہدری، چوہدری بشارت، عابد اور محمد عزیز و اقارب اور شہری وادی، عمائدین اور متاثرین منگلا ڈیم کے لیے جائے تقریب میں موجود تھے اور انہوں نے اپنے خیالات کا اظہار کیا۔ [719,1395,838,1457]
paragraph: سیاسی قیدیوں سے جیلیں بھری جا رہی ہیں، ملک معاشی تباہی اور معاشی بحران کا شکار ہے، عوام کس طرح زندگی بسر کر رہے ہیں، میثاق جمہوریت ایک چارٹر تھا، ابھی بھی تاخیر نہیں ہوئی۔ [594,959,712,1021]
contact-panel [682,22,845,98]
article-text [0,1020,120,1319]
continuation-badge [719,1028,838,1046]
paragraph: کشمیر اور پاکستان لازم و ملزوم ہیں پاکستان کشمیریوں کا مستقبل ہے اور کشمیریوں نے پاکستان کو ہی اپنی زندگی کا محور و مرکز بنا رکھا ہے جبکہ کشمیر کے بغیر پاکستان بھی ادھورا ہے، اسی لئے خالق پاکستان قائداعظم محمد علی جناح نے کشمیر کو پاکستان کی شہ رگ قرار دیا تھا، کشمیریوں نے پاکستان سے الحاق کا فیصلہ قیام پاکستان سے قبل کر دیا تھا، کشمیریوں کی منزل پاکستان ہے 19 جولائی 1947 کا دن کشمیر کی تاریخ کا اہم باب ہے، 71 برس قبل آج ہی کے دن سری نگر میں کشمیری راہنماؤں نے قرارداد الحاق پاکستان منظور کر کے اپنے مستقبل کا تعین کر دیا۔ [599,288,774,454]
article-text [591,1510,715,1611]
badge-blank [867,908,935,922]
continuation-badge [475,556,587,574]
article-text [238,1007,354,1311]
logo-english: SHAHEEN [847,34,887,44]
notice-body: ہرگاہ مقدمہ عنوان الصدر میں آپ مدعا علیہ کی تعمیل بطریق احسن ہونی مشکل ہے، لہذا بذریعہ اشتہار ہذا آپکو آگاہ کیا جاتا ہے کہ آپ مقدمہ کی پیروی کیلئے بتاریخ 27-07-19 کو اصالتاً، وکالتاً یا مختارتاً حاضر ہوں بصورت عدم حاضری آپ کے خلاف کارروائی یکطرفہ عمل میں لائی جائے گی۔ [132,1471,230,1590]
lost-card-notice [358,1454,468,1609]
article-text [355,612,471,1452]
badge-label: بقیہ [815,607,831,617]
continuation-badge [358,136,468,154]
filed-date: دائرہ 20-07-19 [264,1383,328,1392]
paragraph: محمد اقبال ظفری، محمود احمد چوہدری، چوہدری بشارت، عابد اور محمد عزیز و اقارب اور شہری وادی، عمائدین اور متاثرین منگلا ڈیم کے لیے جائے تقریب میں موجود تھے اور انہوں نے اپنے خیالات کا اظہار کیا۔ [124,501,234,574]
column-d [354,20,471,1611]
badge-blank [380,138,440,152]
article-text [355,20,471,135]
continuation-badge [475,696,587,714]
paragraph: کشمیر اور پاکستان لازم و ملزوم ہیں پاکستان کشمیریوں کا مستقبل ہے اور کشمیریوں نے پاکستان کو ہی اپنی زندگی کا محور و مرکز بنا رکھا ہے جبکہ کشمیر کے بغیر پاکستان بھی ادھورا ہے، اسی لئے خالق پاکستان قائداعظم محمد علی جناح نے کشمیر کو پاکستان کی شہ رگ قرار دیا تھا، کشمیریوں نے پاکستان سے الحاق کا فیصلہ قیام پاکستان سے قبل کر دیا تھا، کشمیریوں کی منزل پاکستان ہے 19 جولائی 1947 کا دن کشمیر کی تاریخ کا اہم باب ہے، 71 برس قبل آج ہی کے دن سری نگر میں کشمیری راہنماؤں نے قرارداد الحاق پاکستان منظور کر کے اپنے مستقبل کا تعین کر دیا۔ [782,168,957,322]
continuation-badge [124,366,234,384]
paragraph: ڈپٹی کمشنر میرپور چوہدری غلام یاسین، ڈائریکٹر ترقیاتی ادارہ اور متاثرین منگلا ڈیم کے نمائندگان بھی موجود تھے، اس موقع پر ضلعی انتظامیہ کے افسران نے شرکت کی۔ [719,1100,839,1162]
badge-number: 71 [9,1004,21,1015]
paragraph: صدیق جہانگیر کے بھتیجے سردار عادل لطیف جوکہ یونیورسٹی آف مانچسٹر سے گریجویشن کر رہے تھے، گریجویشن کا امتحان امتیازی نمبرات کے ساتھ پاس کر لیا ہے اور اپنے علاقے کا نام روشن کیا۔ [124,742,234,804]
badge-blank [497,1018,559,1032]
badge-blank [867,588,935,602]
paragraph: سیاسی قیدیوں سے جیلیں بھری جا رہی ہیں، ملک معاشی تباہی اور معاشی بحران کا شکار ہے، عوام کس طرح زندگی بسر کر رہے ہیں، میثاق جمہوریت ایک چارٹر تھا، ابھی بھی تاخیر نہیں ہوئی۔ [845,926,963,988]
article-text [842,1350,966,1611]
badge-blank [616,603,684,617]
paragraph: سیاسی قیدیوں سے جیلیں بھری جا رہی ہیں، ملک معاشی تباہی اور معاشی بحران کا شکار ہے، عوام کس طرح زندگی بسر کر رہے ہیں، میثاق جمہوریت ایک چارٹر تھا، ابھی بھی تاخیر نہیں ہوئی۔ [358,457,468,529]
badge-blank [146,588,206,602]
badge-label: بقیہ [689,765,705,775]
paragraph: محمد اقبال ظفری، محمود احمد چوہدری، چوہدری بشارت، عابد اور محمد عزیز و اقارب اور شہری وادی، عمائدین اور متاثرین منگلا ڈیم کے لیے جائے تقریب میں موجود تھے اور انہوں نے اپنے خیالات کا اظہار کیا۔ [241,348,352,420]
badge-number: 67 [130,369,142,380]
badge-number: 56 [481,699,493,710]
badge-label: بقیہ [564,1260,580,1270]
badge-blank [741,605,810,619]
newspaper-logo [845,22,961,98]
paragraph: صدیق جہانگیر کے بھتیجے سردار عادل لطیف جوکہ یونیورسٹی آف مانچسٹر سے گریجویشن کر رہے تھے، گریجویشن کا امتحان امتیازی نمبرات کے ساتھ پاس کر لیا ہے اور اپنے علاقے کا نام روشن کیا۔ [719,1511,838,1583]
ad-signature: تحصیلدار اسسٹنٹ کلکٹر درجہ اول [12,1584,113,1604]
